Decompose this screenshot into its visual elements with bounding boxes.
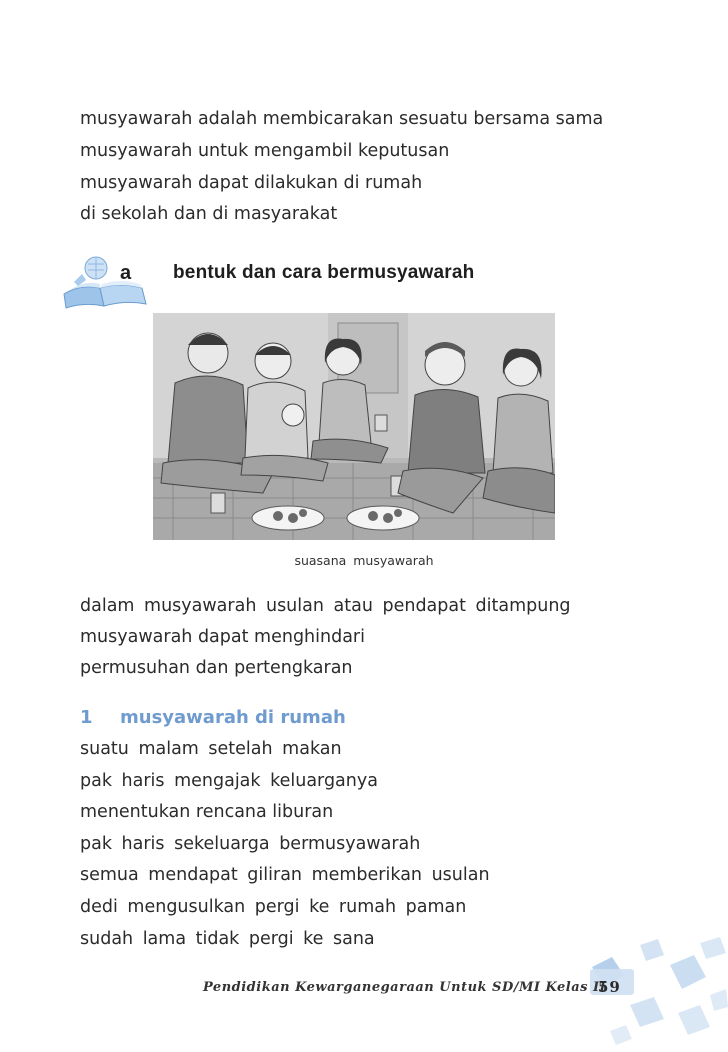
subsection-heading xyxy=(80,707,346,728)
footer-book-title: Pendidikan Kewarganegaraan Untuk SD/MI Kelas II xyxy=(203,980,607,995)
paragraph3-line-7: sudah lama tidak pergi ke sana xyxy=(80,929,375,949)
paragraph2-line-3: permusuhan dan pertengkaran xyxy=(80,658,353,678)
intro-line-3: musyawarah dapat dilakukan di rumah xyxy=(80,173,423,193)
paragraph3-line-6: dedi mengusulkan pergi ke rumah paman xyxy=(80,897,467,917)
subsection-title: musyawarah di rumah xyxy=(120,707,346,728)
intro-line-2: musyawarah untuk mengambil keputusan xyxy=(80,141,450,161)
paragraph3-line-4: pak haris sekeluarga bermusyawarah xyxy=(80,834,421,854)
intro-line-4: di sekolah dan di masyarakat xyxy=(80,204,338,224)
paragraph3-line-5: semua mendapat giliran memberikan usulan xyxy=(80,865,490,885)
paragraph2-line-2: musyawarah dapat menghindari xyxy=(80,627,365,647)
section-a-heading xyxy=(60,250,580,310)
intro-line-1: musyawarah adalah membicarakan sesuatu bersama sama xyxy=(80,109,604,129)
section-title: bentuk dan cara bermusyawarah xyxy=(173,262,475,283)
paragraph3-line-3: menentukan rencana liburan xyxy=(80,802,334,822)
subsection-number: 1 xyxy=(80,707,93,728)
illustration-caption: suasana musyawarah xyxy=(294,553,434,568)
paragraph3-line-1: suatu malam setelah makan xyxy=(80,739,342,759)
book-icon xyxy=(60,254,152,310)
paragraph3-line-2: pak haris mengajak keluarganya xyxy=(80,771,378,791)
section-letter: a xyxy=(120,262,132,284)
illustration-family-meeting xyxy=(153,313,555,540)
paragraph2-line-1: dalam musyawarah usulan atau pendapat ditampung xyxy=(80,596,571,616)
page-number: 59 xyxy=(598,978,621,996)
